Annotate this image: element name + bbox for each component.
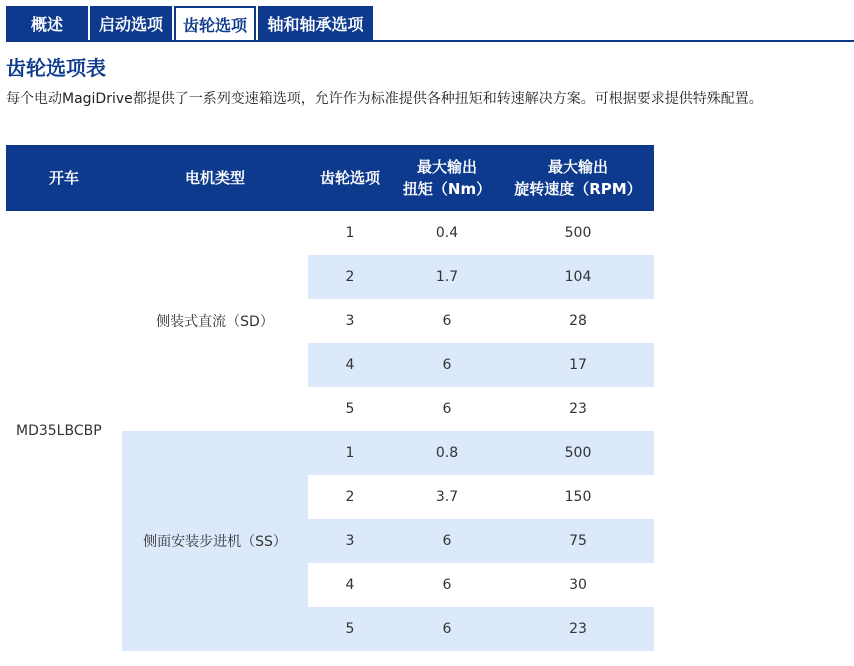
gear-cell: 5 bbox=[345, 401, 355, 417]
speed-cell: 500 bbox=[564, 225, 592, 241]
speed-cell: 23 bbox=[502, 607, 654, 651]
motor-type-cell: 侧装式直流（SD） bbox=[122, 211, 308, 431]
table-row bbox=[6, 211, 654, 255]
tab-gear-options[interactable]: 齿轮选项 bbox=[174, 6, 256, 40]
torque-cell: 6 bbox=[442, 577, 452, 593]
gear-cell: 1 bbox=[308, 431, 392, 475]
gear-cell: 4 bbox=[345, 577, 355, 593]
torque-cell: 3.7 bbox=[435, 489, 459, 505]
torque-cell: 6 bbox=[442, 313, 452, 329]
torque-cell: 6 bbox=[392, 519, 502, 563]
torque-cell: 6 bbox=[392, 607, 502, 651]
speed-cell: 23 bbox=[569, 401, 587, 417]
gear-cell: 4 bbox=[308, 343, 392, 387]
gear-cell: 3 bbox=[345, 313, 355, 329]
speed-cell: 150 bbox=[564, 489, 592, 505]
tab-underline bbox=[6, 40, 854, 42]
tab-bar bbox=[6, 6, 375, 40]
speed-cell: 30 bbox=[569, 577, 587, 593]
gear-cell: 3 bbox=[308, 519, 392, 563]
header-gear-option: 齿轮选项 bbox=[308, 145, 392, 211]
tab-start-options[interactable]: 启动选项 bbox=[90, 6, 172, 40]
tab-overview[interactable]: 概述 bbox=[6, 6, 88, 40]
table-header-row bbox=[6, 145, 654, 211]
header-speed-line2: 旋转速度（RPM） bbox=[514, 180, 642, 198]
speed-cell: 104 bbox=[502, 255, 654, 299]
drive-cell: MD35LBCBP bbox=[16, 423, 102, 439]
header-motor-type: 电机类型 bbox=[122, 145, 308, 211]
motor-type-cell: 侧面安装步进机（SS） bbox=[122, 431, 308, 651]
gear-cell: 5 bbox=[308, 607, 392, 651]
intro-text: 每个电动MagiDrive都提供了一系列变速箱选项，允许作为标准提供各种扭矩和转速解决方案。可根据要求提供特殊配置。 bbox=[6, 91, 763, 107]
gear-options-table bbox=[6, 145, 654, 651]
header-torque-line1: 最大输出 bbox=[416, 158, 477, 176]
torque-cell: 6 bbox=[392, 343, 502, 387]
header-max-speed bbox=[502, 145, 654, 211]
gear-cell: 1 bbox=[345, 225, 355, 241]
torque-cell: 1.7 bbox=[392, 255, 502, 299]
torque-cell: 0.4 bbox=[435, 225, 459, 241]
header-drive: 开车 bbox=[6, 145, 122, 211]
tab-shaft-bearing-options[interactable]: 轴和轴承选项 bbox=[258, 6, 373, 40]
speed-cell: 500 bbox=[502, 431, 654, 475]
speed-cell: 17 bbox=[502, 343, 654, 387]
speed-cell: 75 bbox=[502, 519, 654, 563]
gear-cell: 2 bbox=[345, 489, 355, 505]
section-title: 齿轮选项表 bbox=[6, 56, 106, 80]
header-torque-line2: 扭矩（Nm） bbox=[402, 180, 492, 198]
gear-cell: 2 bbox=[308, 255, 392, 299]
header-speed-line1: 最大输出 bbox=[547, 158, 608, 176]
speed-cell: 28 bbox=[569, 313, 587, 329]
torque-cell: 6 bbox=[442, 401, 452, 417]
torque-cell: 0.8 bbox=[392, 431, 502, 475]
header-max-torque bbox=[392, 145, 502, 211]
